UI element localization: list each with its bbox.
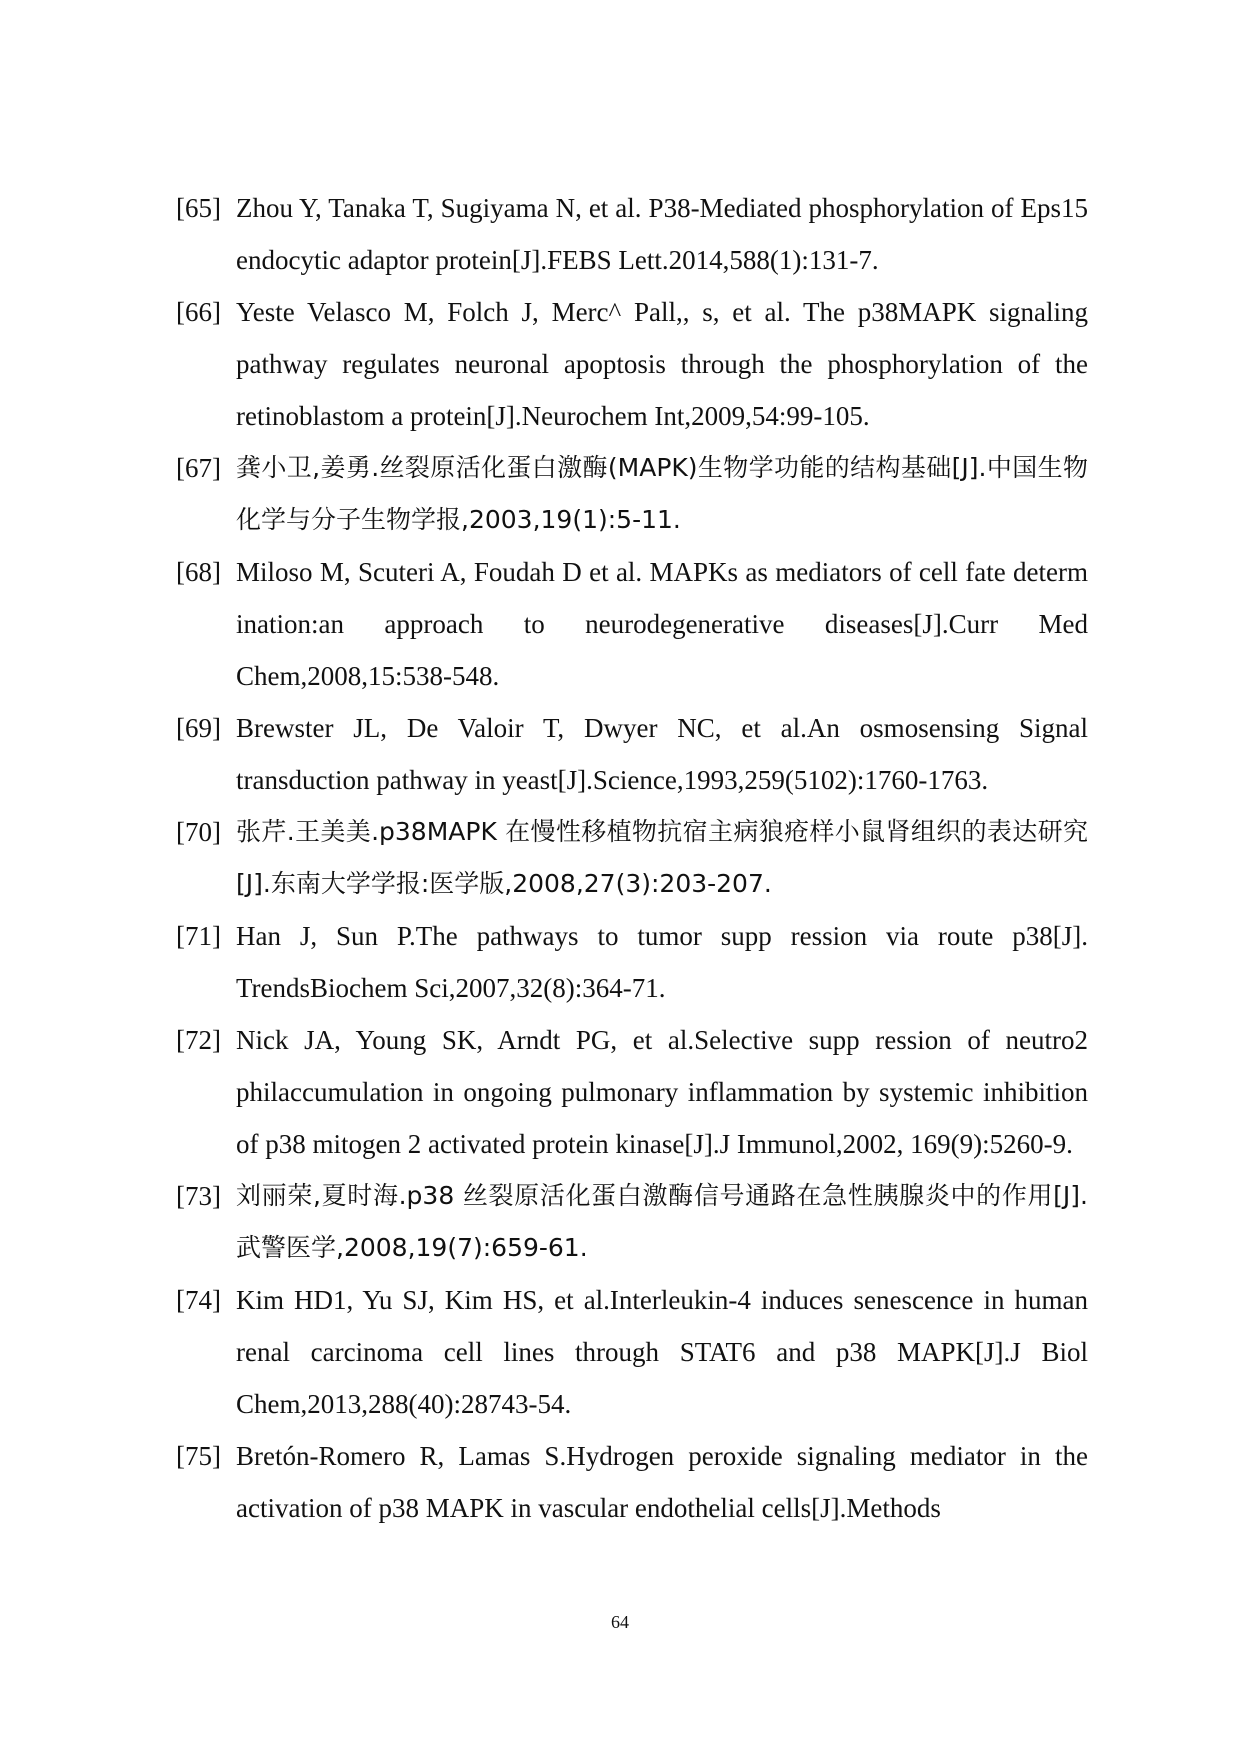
- reference-number: [69]: [176, 713, 221, 743]
- reference-item-72: [176, 1014, 1088, 1170]
- reference-text: Nick JA, Young SK, Arndt PG, et al.Selective supp ression of neutro2 philaccumulation in ongoing pulmonary inflammation by systemic inhibition of p38 mitogen 2 activated protein kinase[J].J Immunol,2002, 169(9):5260-9.: [236, 1025, 1088, 1159]
- reference-text: Bretón-Romero R, Lamas S.Hydrogen peroxide signaling mediator in the activation of p38 MAPK in vascular endothelial cells[J].Methods: [236, 1441, 1088, 1523]
- reference-number: [65]: [176, 193, 221, 223]
- reference-item-68: [176, 546, 1088, 702]
- reference-text: Zhou Y, Tanaka T, Sugiyama N, et al. P38-Mediated phosphorylation of Eps15 endocytic adaptor protein[J].FEBS Lett.2014,588(1):131-7.: [236, 193, 1088, 275]
- reference-number: [71]: [176, 921, 221, 951]
- reference-list: [176, 182, 1088, 1534]
- reference-text: Kim HD1, Yu SJ, Kim HS, et al.Interleukin-4 induces senescence in human renal carcinoma cell lines through STAT6 and p38 MAPK[J].J Biol Chem,2013,288(40):28743-54.: [236, 1285, 1088, 1419]
- reference-number: [68]: [176, 557, 221, 587]
- reference-text: Han J, Sun P.The pathways to tumor supp ression via route p38[J]. TrendsBiochem Sci,2007,32(8):364-71.: [236, 921, 1088, 1003]
- reference-text: Brewster JL, De Valoir T, Dwyer NC, et al.An osmosensing Signal transduction pathway in yeast[J].Science,1993,259(5102):1760-1763.: [236, 713, 1088, 795]
- reference-item-74: [176, 1274, 1088, 1430]
- reference-item-71: [176, 910, 1088, 1014]
- reference-item-75: [176, 1430, 1088, 1534]
- reference-number: [74]: [176, 1285, 221, 1315]
- reference-text: Miloso M, Scuteri A, Foudah D et al. MAPKs as mediators of cell fate determ ination:an approach to neurodegenerative diseases[J].Curr Med Chem,2008,15:538-548.: [236, 557, 1088, 691]
- reference-item-66: [176, 286, 1088, 442]
- reference-number: [66]: [176, 297, 221, 327]
- reference-item-69: [176, 702, 1088, 806]
- reference-number: [75]: [176, 1441, 221, 1471]
- reference-number: [72]: [176, 1025, 221, 1055]
- reference-item-70: [176, 806, 1088, 910]
- reference-number: [70]: [176, 817, 221, 847]
- page-number: 64: [611, 1612, 629, 1632]
- reference-text: 龚小卫,姜勇.丝裂原活化蛋白激酶(MAPK)生物学功能的结构基础[J].中国生物化学与分子生物学报,2003,19(1):5-11.: [236, 453, 1088, 534]
- reference-number: [67]: [176, 453, 221, 483]
- reference-text: 刘丽荣,夏时海.p38 丝裂原活化蛋白激酶信号通路在急性胰腺炎中的作用[J].武警医学,2008,19(7):659-61.: [236, 1181, 1088, 1262]
- reference-number: [73]: [176, 1181, 221, 1211]
- reference-item-67: [176, 442, 1088, 546]
- reference-item-65: [176, 182, 1088, 286]
- reference-text: Yeste Velasco M, Folch J, Merc^ Pall,, s, et al. The p38MAPK signaling pathway regulates neuronal apoptosis through the phosphorylation of the retinoblastom a protein[J].Neurochem Int,2009,54:99-105.: [236, 297, 1088, 431]
- reference-text: 张芹.王美美.p38MAPK 在慢性移植物抗宿主病狼疮样小鼠肾组织的表达研究[J].东南大学学报:医学版,2008,27(3):203-207.: [236, 817, 1088, 898]
- reference-item-73: [176, 1170, 1088, 1274]
